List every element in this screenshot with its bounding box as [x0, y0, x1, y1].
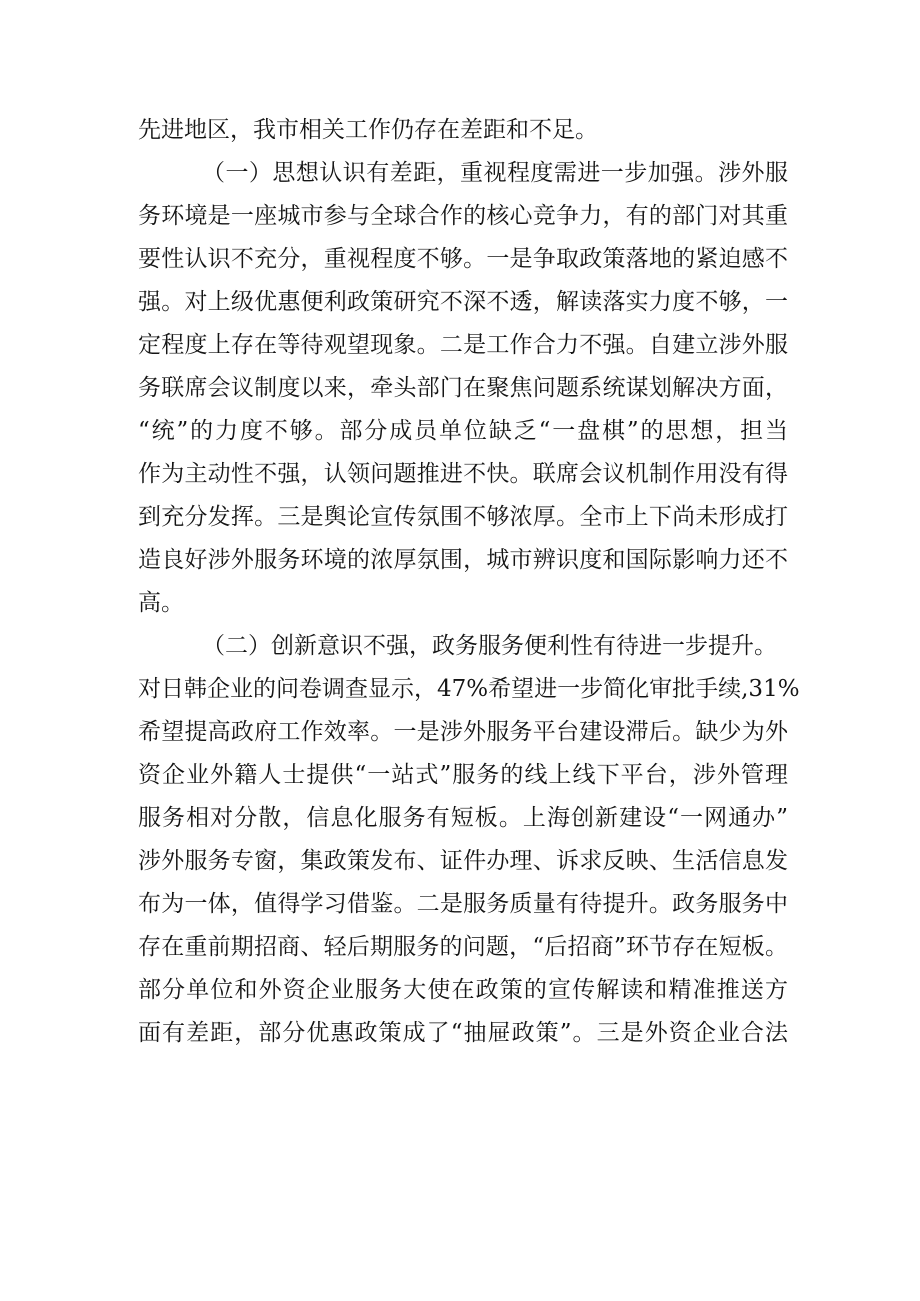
text-line: 定程度上存在等待观望现象。二是工作合力不强。自建立涉外服 — [138, 332, 788, 358]
text-line: 资企业外籍人士提供“一站式”服务的线上线下平台，涉外管理 — [138, 762, 788, 788]
text-line: 高。 — [138, 590, 184, 616]
text-line: 存在重前期招商、轻后期服务的问题，“后招商”环节存在短板。 — [138, 934, 788, 960]
text-line: 要性认识不充分，重视程度不够。一是争取政策落地的紧迫感不 — [138, 246, 788, 272]
text-line: 到充分发挥。三是舆论宣传氛围不够浓厚。全市上下尚未形成打 — [138, 504, 788, 530]
text-line: 部分单位和外资企业服务大使在政策的宣传解读和精准推送方 — [138, 977, 788, 1003]
text-line: 务联席会议制度以来，牵头部门在聚焦问题系统谋划解决方面， — [138, 375, 788, 401]
document-body — [138, 109, 800, 1055]
text-line: 务环境是一座城市参与全球合作的核心竞争力，有的部门对其重 — [138, 203, 788, 229]
text-line: 先进地区，我市相关工作仍存在差距和不足。 — [138, 117, 598, 143]
section-heading-2: （二）创新意识不强，政务服务便利性有待进一步提升。 — [202, 633, 777, 659]
text-line: “统”的力度不够。部分成员单位缺乏“一盘棋”的思想，担当 — [138, 418, 788, 444]
text-line: 造良好涉外服务环境的浓厚氛围，城市辨识度和国际影响力还不 — [138, 547, 788, 573]
text-line: 对日韩企业的问卷调查显示，47%希望进一步简化审批手续,31% — [138, 676, 800, 702]
text-line: 强。对上级优惠便利政策研究不深不透，解读落实力度不够，一 — [138, 289, 788, 315]
section-heading-1: （一）思想认识有差距，重视程度需进一步加强。涉外服 — [202, 160, 788, 186]
text-line: 面有差距，部分优惠政策成了“抽屉政策”。三是外资企业合法 — [138, 1020, 788, 1046]
text-line: 涉外服务专窗，集政策发布、证件办理、诉求反映、生活信息发 — [138, 848, 788, 874]
text-line: 服务相对分散，信息化服务有短板。上海创新建设“一网通办” — [138, 805, 788, 831]
text-line: 希望提高政府工作效率。一是涉外服务平台建设滞后。缺少为外 — [138, 719, 788, 745]
text-line: 作为主动性不强，认领问题推进不快。联席会议机制作用没有得 — [138, 461, 788, 487]
text-line: 布为一体，值得学习借鉴。二是服务质量有待提升。政务服务中 — [138, 891, 788, 917]
